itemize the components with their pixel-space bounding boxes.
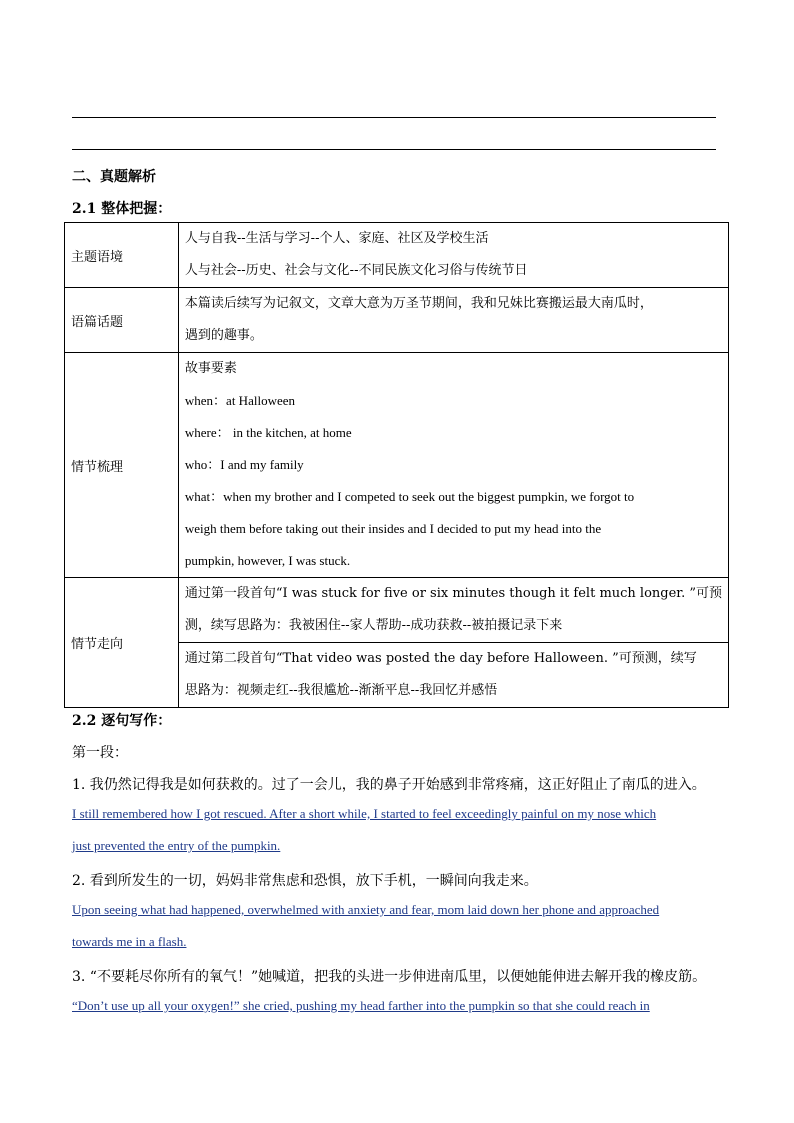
row-content <box>178 353 728 578</box>
sentence-cn: 2. 看到所发生的一切，妈妈非常焦虑和恐惧，放下手机，一瞬间向我走来。 <box>72 873 538 889</box>
subsection-title-writing: 2.2 逐句写作： <box>72 713 172 729</box>
row-label: 情节走向 <box>65 578 179 708</box>
content-line: where： in the kitchen, at home <box>184 425 352 440</box>
content-line: pumpkin, however, I was stuck. <box>184 553 351 568</box>
answer-line-2 <box>72 149 716 150</box>
row-content <box>178 288 728 353</box>
content-line: 本篇读后续写为记叙文，文章大意为万圣节期间，我和兄妹比赛搬运最大南瓜时， <box>184 296 653 311</box>
paragraph-label: 第一段： <box>72 745 128 761</box>
content-line: 人与社会--历史、社会与文化--不同民族文化习俗与传统节日 <box>184 263 528 278</box>
section-title: 二、真题解析 <box>72 169 156 185</box>
table-row <box>65 578 729 643</box>
content-line: 思路为：视频走红--我很尴尬--渐渐平息--我回忆并感悟 <box>184 683 498 698</box>
row-label: 主题语境 <box>65 223 179 288</box>
table-row <box>65 223 729 288</box>
table-row <box>65 288 729 353</box>
sentence-en: I still remembered how I got rescued. After a short while, I started to feel exceedingly painful on my nose which <box>72 806 657 821</box>
table-row <box>65 353 729 578</box>
row-label: 语篇话题 <box>65 288 179 353</box>
content-line: what：when my brother and I competed to seek out the biggest pumpkin, we forgot to <box>184 489 635 504</box>
sentence-cn: 3. “不要耗尽你所有的氧气！”她喊道，把我的头进一步伸进南瓜里，以便她能伸进去解开我的橡皮筋。 <box>72 969 707 985</box>
sentence-cn: 1. 我仍然记得我是如何获救的。过了一会儿，我的鼻子开始感到非常疼痛，这正好阻止了南瓜的进入。 <box>72 777 706 793</box>
content-line: 遇到的趣事。 <box>184 328 263 343</box>
content-line: weigh them before taking out their insides and I decided to put my head into the <box>184 521 602 536</box>
sentence-en: Upon seeing what had happened, overwhelmed with anxiety and fear, mom laid down her phone and approached <box>72 902 660 917</box>
sentence-en: just prevented the entry of the pumpkin. <box>72 838 281 853</box>
content-line: 测，续写思路为：我被困住--家人帮助--成功获救--被拍摄记录下来 <box>184 618 563 633</box>
row-content <box>178 223 728 288</box>
content-line: 人与自我--生活与学习--个人、家庭、社区及学校生活 <box>184 231 489 246</box>
answer-line-1 <box>72 117 716 118</box>
sentence-en: towards me in a flash. <box>72 934 187 949</box>
subsection-title-overview: 2.1 整体把握： <box>72 201 172 217</box>
row-content <box>178 578 728 643</box>
content-line: when：at Halloween <box>184 393 295 408</box>
content-line: 通过第一段首句“I was stuck for five or six minutes though it felt much longer. ”可预 <box>184 586 722 601</box>
overview-table <box>64 222 729 708</box>
row-content <box>178 643 728 708</box>
sentence-en: “Don’t use up all your oxygen!” she cried, pushing my head farther into the pumpkin so that she could reach in <box>72 998 650 1013</box>
content-line: 故事要素 <box>184 361 237 376</box>
content-line: 通过第二段首句“That video was posted the day before Halloween. ”可预测，续写 <box>184 651 697 666</box>
row-label: 情节梳理 <box>65 353 179 578</box>
content-line: who：I and my family <box>184 457 304 472</box>
